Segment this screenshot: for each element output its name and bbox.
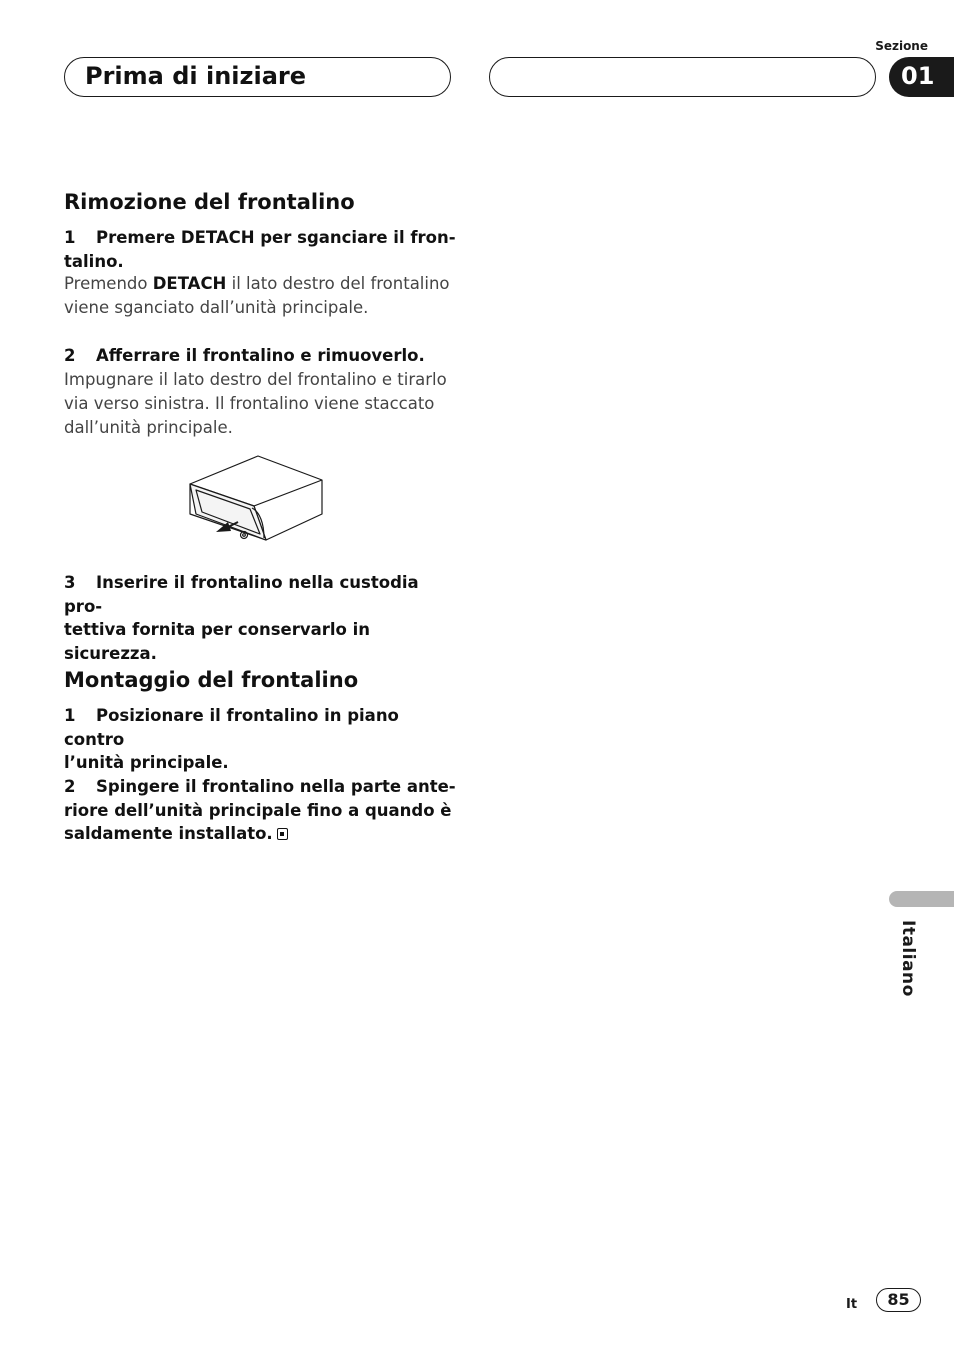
step-text: Premere DETACH per sganciare il fron- xyxy=(96,228,456,247)
section-heading-mounting: Montaggio del frontalino xyxy=(64,668,359,692)
section-tab xyxy=(889,57,954,97)
page-number-pill xyxy=(876,1288,921,1312)
step-number: 2 xyxy=(64,777,76,796)
removal-step-1 xyxy=(64,226,456,273)
detach-front-panel-illustration xyxy=(186,452,328,546)
step-text: talino. xyxy=(64,251,124,271)
desc-text: Premendo xyxy=(64,274,153,293)
step-number: 1 xyxy=(64,228,76,247)
desc-text: il lato destro del frontalino viene sganciato dall’unità principale. xyxy=(64,274,450,317)
page-number: 85 xyxy=(887,1290,910,1309)
step-text: tettiva fornita per conservarlo in sicurezza. xyxy=(64,620,371,663)
mounting-step-1 xyxy=(64,704,456,775)
step-text: saldamente installato. xyxy=(64,824,273,843)
step-text: l’unità principale. xyxy=(64,753,229,772)
step-text: Inserire il frontalino nella custodia pro- xyxy=(64,573,419,616)
removal-step-2-description: Impugnare il lato destro del frontalino e tirarlo via verso sinistra. Il frontalino viene staccato dall’unità principale. xyxy=(64,370,447,437)
step-text: Posizionare il frontalino in piano contro xyxy=(64,706,399,749)
removal-step-2 xyxy=(64,344,456,368)
footer-language-code: It xyxy=(846,1297,858,1312)
header-blank-pill xyxy=(489,57,876,97)
language-label: Italiano xyxy=(898,920,918,997)
step-text: Afferrare il frontalino e rimuoverlo. xyxy=(96,346,425,365)
removal-step-3 xyxy=(64,571,456,665)
section-number: 01 xyxy=(901,62,935,90)
step-text: Spingere il frontalino nella parte ante- xyxy=(96,777,456,796)
end-of-section-icon xyxy=(277,828,288,840)
step-number: 1 xyxy=(64,706,76,725)
step-number: 3 xyxy=(64,573,76,592)
desc-keyword: DETACH xyxy=(152,274,227,293)
mounting-step-2 xyxy=(64,775,456,846)
step-text: riore dell’unità principale fino a quando è xyxy=(64,800,452,820)
removal-step-1-description xyxy=(64,272,456,320)
language-tab xyxy=(889,891,954,907)
section-heading-removal: Rimozione del frontalino xyxy=(64,190,355,214)
section-label: Sezione xyxy=(875,39,928,53)
page-title: Prima di iniziare xyxy=(85,62,307,90)
header-title-pill xyxy=(64,57,451,97)
step-number: 2 xyxy=(64,346,76,365)
